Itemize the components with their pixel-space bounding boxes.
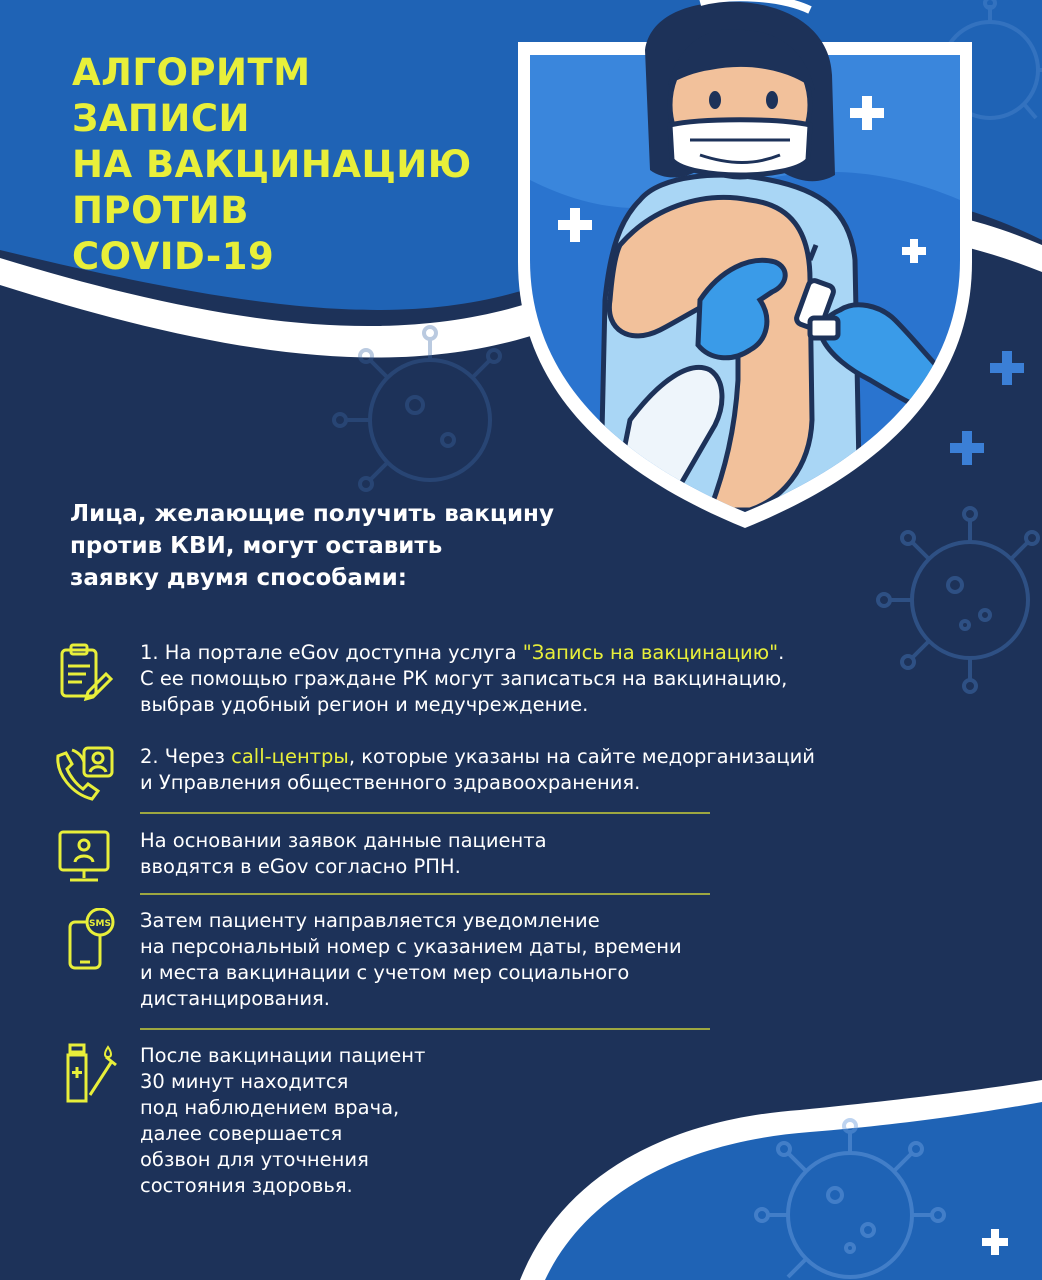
step-line — [140, 744, 815, 770]
vaccine-vial-icon — [50, 1043, 120, 1105]
step-line: обзвон для уточнения — [140, 1148, 369, 1171]
step-line: далее совершается — [140, 1122, 343, 1145]
step-line: С ее помощью граждане РК могут записаться на вакцинацию, — [140, 667, 788, 690]
woman-head — [645, 0, 835, 181]
service-name: "Запись на вакцинацию" — [522, 641, 779, 664]
computer-doctor-icon — [50, 828, 120, 890]
step-text — [140, 828, 547, 880]
title-line: COVID-19 — [72, 235, 275, 278]
step-line: состояния здоровья. — [140, 1174, 353, 1197]
step-line-suffix: , которые указаны на сайте медорганизаций — [348, 745, 815, 768]
step-line: вводятся в eGov согласно РПН. — [140, 855, 461, 878]
mask-icon — [670, 120, 810, 175]
clipboard-icon — [50, 640, 120, 702]
step-line: На основании заявок данные пациента — [140, 829, 547, 852]
step-text — [140, 744, 815, 796]
step-line: дистанцирования. — [140, 987, 330, 1010]
title-line: ПРОТИВ — [72, 189, 249, 232]
step-text — [140, 908, 682, 1012]
step-line — [140, 640, 787, 666]
page-title — [72, 50, 472, 280]
step-line: 30 минут находится — [140, 1070, 349, 1093]
title-line: НА ВАКЦИНАЦИЮ — [72, 143, 472, 186]
intro-line: Лица, желающие получить вакцину — [70, 501, 554, 527]
intro-line: заявку двумя способами: — [70, 565, 407, 591]
step-line: и Управления общественного здравоохранения. — [140, 771, 641, 794]
step-line-prefix: 2. Через — [140, 745, 232, 768]
call-center-label: call-центры — [231, 745, 349, 768]
vaccination-illustration — [510, 0, 980, 530]
intro-line: против КВИ, могут оставить — [70, 533, 443, 559]
step-line: и места вакцинации с учетом мер социального — [140, 961, 630, 984]
step-text — [140, 1043, 425, 1199]
step-line: на персональный номер с указанием даты, времени — [140, 935, 682, 958]
title-line: ЗАПИСИ — [72, 97, 250, 140]
divider — [140, 1028, 710, 1030]
sms-label: SMS — [89, 919, 111, 929]
divider — [140, 812, 710, 814]
sms-phone-icon — [50, 908, 120, 970]
intro-text — [70, 498, 670, 594]
divider — [140, 893, 710, 895]
step-line-suffix: . — [778, 641, 785, 664]
step-line: После вакцинации пациент — [140, 1044, 426, 1067]
step-line-prefix: 1. На портале eGov доступна услуга — [140, 641, 523, 664]
virus-icon — [878, 508, 1038, 692]
step-text — [140, 640, 787, 718]
step-line: Затем пациенту направляется уведомление — [140, 909, 600, 932]
step-line: выбрав удобный регион и медучреждение. — [140, 693, 589, 716]
call-center-icon — [50, 744, 120, 806]
step-line: под наблюдением врача, — [140, 1096, 400, 1119]
title-line: АЛГОРИТМ — [72, 51, 311, 94]
